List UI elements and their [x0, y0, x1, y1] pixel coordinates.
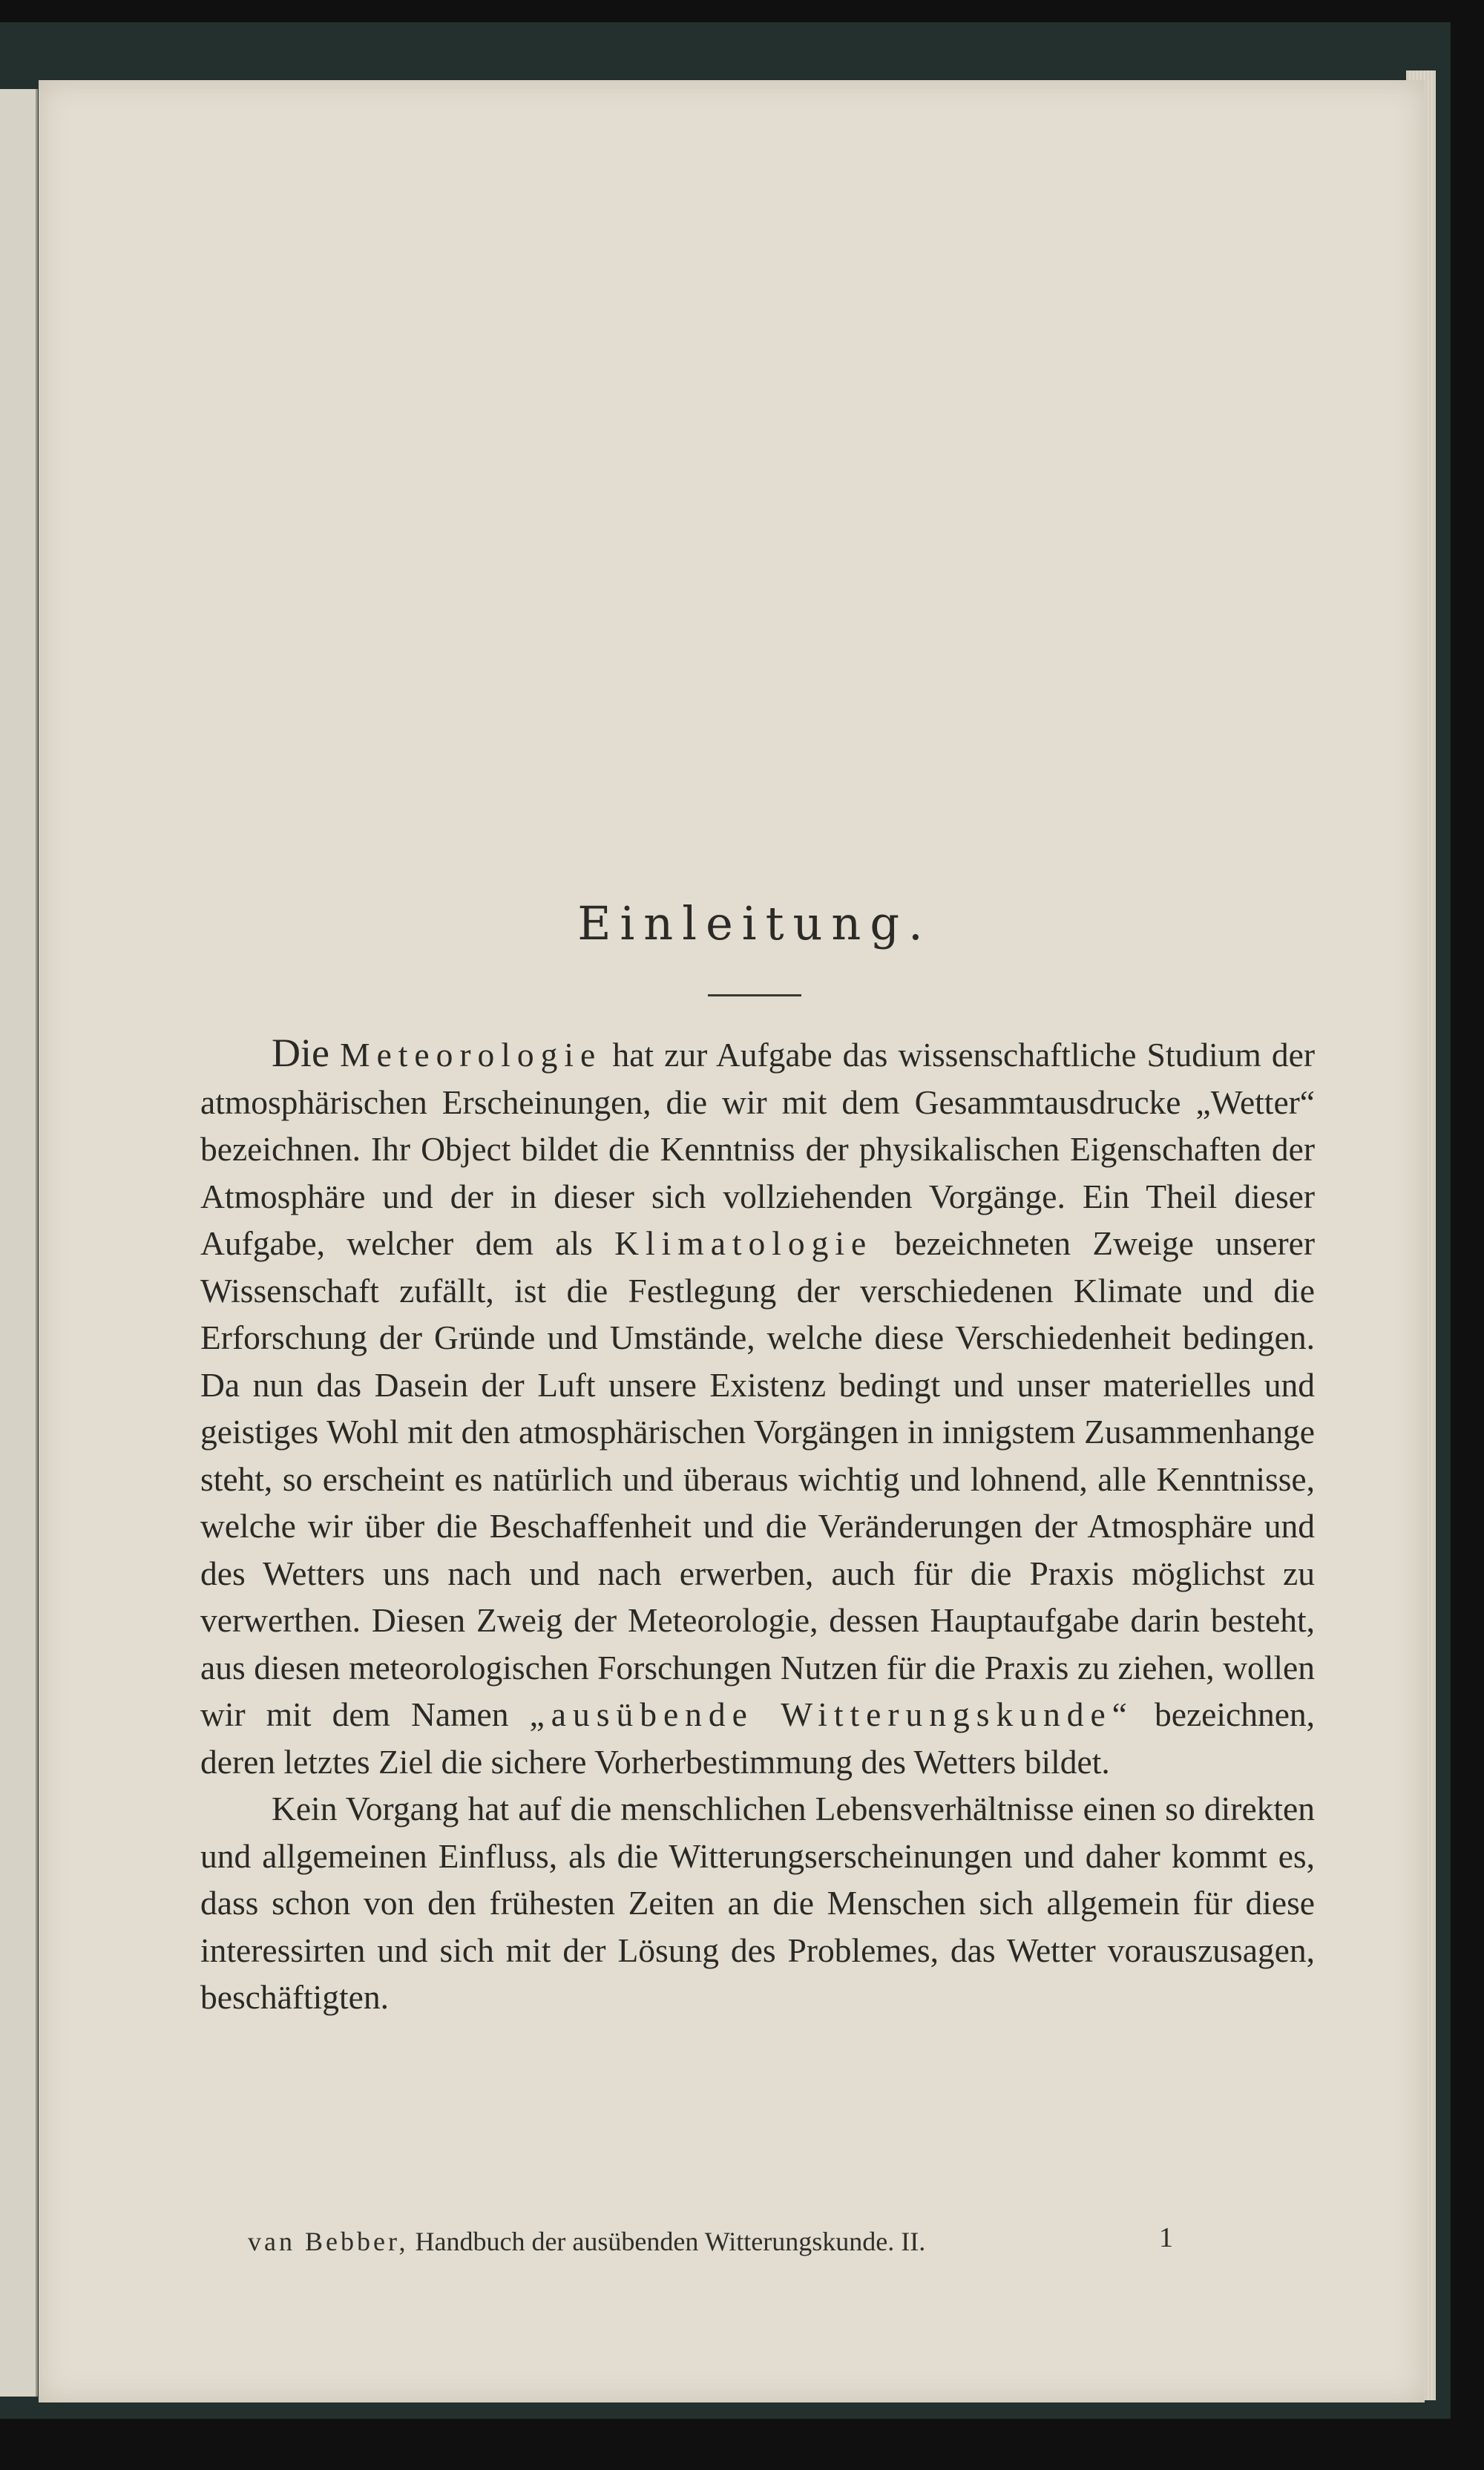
signature-mark: 1 [1159, 2222, 1173, 2253]
book-page [39, 80, 1425, 2402]
title-divider [708, 994, 801, 996]
paragraph-1-part-1: hat zur Aufgabe das wissenschaftliche Studium der atmosphärischen Erscheinungen, die wir mit dem Gesammtausdrucke „Wetter“ bezeichnen. Ihr Object bildet die Kenntniss der physikalischen Eigenschaften der Atmosphäre und der in dieser sich vollziehenden Vorgänge. Ein Theil dieser Aufgabe, welcher dem als [200, 1036, 1316, 1262]
footer-work: Handbuch der ausübenden Witterungskunde. II. [415, 2227, 926, 2256]
paragraph-1 [200, 1030, 1315, 1785]
footer-author: van Bebber, [248, 2227, 409, 2256]
term-klimatologie: Klimatologie [614, 1224, 873, 1262]
body-text [200, 1030, 1315, 2021]
paragraph-2: Kein Vorgang hat auf die menschlichen Lebensverhältnisse einen so direkten und allgemeinen Einfluss, als die Witterungserscheinungen und daher kommt es, dass schon von den frühesten Zeiten an die Menschen sich allgemein für diese interessirten und sich mit der Lösung des Problemes, das Wetter vorauszusagen, beschäftigten. [200, 1790, 1315, 2016]
term-meteorologie: Meteorologie [340, 1036, 603, 1074]
term-witterungskunde: „ausübende Witterungskunde“ [529, 1695, 1134, 1733]
page-footer [248, 2226, 1198, 2257]
paragraph-1-lead: Die [272, 1031, 329, 1075]
paragraph-1-part-3: bezeichnen, deren letztes Ziel die sichere Vorherbestimmung des Wetters bildet. [200, 1695, 1316, 1781]
paragraph-1-part-2: bezeichneten Zweige unserer Wissenschaft zufällt, ist die Festlegung der verschiedenen Klimate und die Erforschung der Gründe und Umstände, welche diese Verschiedenheit bedingen. Da nun das Dasein der Luft unsere Existenz bedingt und unser materielles und geistiges Wohl mit den atmosphärischen Vorgängen in innigstem Zusammenhange steht, so erscheint es natürlich und überaus wichtig und lohnend, alle Kenntnisse, welche wir über die Beschaffenheit und die Veränderungen der Atmosphäre und des Wetters uns nach und nach erwerben, auch für die Praxis möglichst zu verwerthen. Diesen Zweig der Meteorologie, dessen Hauptaufgabe darin besteht, aus diesen meteorologischen Forschungen Nutzen für die Praxis zu ziehen, wollen wir mit dem Namen [200, 1224, 1315, 1733]
previous-page-edge [0, 89, 38, 2397]
chapter-title: Einleitung. [577, 896, 932, 950]
